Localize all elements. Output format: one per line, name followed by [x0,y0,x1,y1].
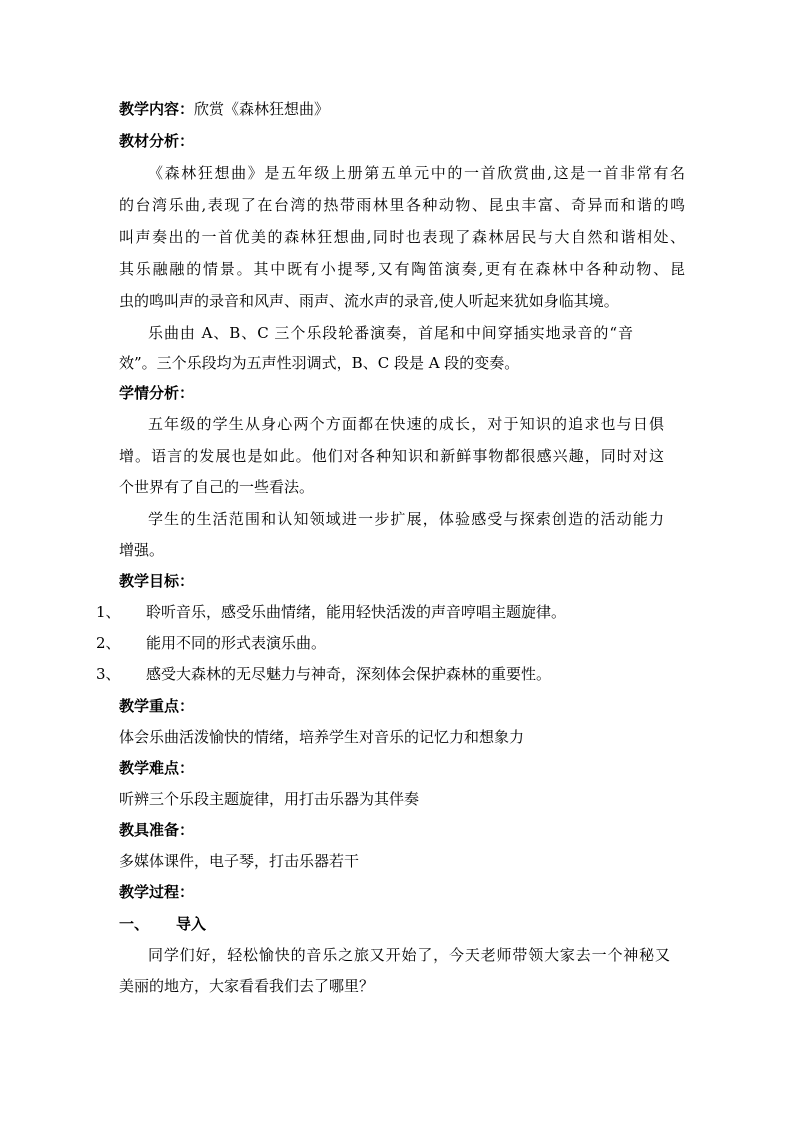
material-paragraph-line: 的台湾乐曲,表现了在台湾的热带雨林里各种动物、昆虫丰富、奇异而和谐的鸣 [119,196,685,214]
process-heading: 教学过程： [119,883,195,901]
student-paragraph-line: 增。语言的发展也是如此。他们对各种知识和新鲜事物都很感兴趣，同时对这 [119,447,664,465]
goal-number: 1、 [96,603,121,621]
goal-number: 3、 [96,665,121,683]
difficulties-text: 听辨三个乐段主题旋律，用打击乐器为其伴奏 [119,790,420,808]
tools-heading: 教具准备： [119,821,195,839]
goal-number: 2、 [96,634,121,652]
material-paragraph-line: 虫的鸣叫声的录音和风声、雨声、流水声的录音,使人听起来犹如身临其境。 [119,292,619,310]
student-paragraph-line: 个世界有了自己的一些看法。 [119,478,315,496]
material-paragraph-line: 效”。三个乐段均为五声性羽调式，B、C 段是 A 段的变奏。 [119,354,520,372]
student-analysis-heading: 学情分析： [119,384,195,402]
student-paragraph-line: 五年级的学生从身心两个方面都在快速的成长，对于知识的追求也与日俱 [148,415,664,433]
teaching-content-line [119,99,329,119]
difficulties-heading: 教学难点： [119,759,195,777]
material-paragraph-line: 乐曲由 A、B、C 三个乐段轮番演奏，首尾和中间穿插实地录音的“音 [148,324,633,342]
material-paragraph-line: 其乐融融的情景。其中既有小提琴,又有陶笛演奏,更有在森林中各种动物、昆 [119,260,685,278]
key-points-text: 体会乐曲活泼愉快的情绪，培养学生对音乐的记忆力和想象力 [119,728,525,746]
student-paragraph-line: 学生的生活范围和认知领域进一步扩展，体验感受与探索创造的活动能力 [148,510,664,528]
teaching-goals-heading: 教学目标： [119,572,195,590]
goal-text: 聆听音乐，感受乐曲情绪，能用轻快活泼的声音哼唱主题旋律。 [146,603,567,621]
process-paragraph-line: 美丽的地方，大家看看我们去了哪里？ [119,977,375,995]
lesson-title: 欣赏《森林狂想曲》 [194,100,330,118]
process-paragraph-line: 同学们好，轻松愉快的音乐之旅又开始了，今天老师带领大家去一个神秘又 [148,946,670,964]
tools-text: 多媒体课件，电子琴，打击乐器若干 [119,852,360,870]
goal-text: 感受大森林的无尽魅力与神奇，深刻体会保护森林的重要性。 [146,665,552,683]
step-title: 导入 [176,915,207,933]
step-number: 一、 [119,915,150,933]
goal-text: 能用不同的形式表演乐曲。 [146,634,327,652]
teaching-content-label: 教学内容： [119,100,195,118]
material-analysis-heading: 教材分析： [119,132,195,150]
key-points-heading: 教学重点： [119,697,195,715]
material-paragraph-line: 叫声奏出的一首优美的森林狂想曲,同时也表现了森林居民与大自然和谐相处、 [119,228,685,246]
material-paragraph-line: 《森林狂想曲》是五年级上册第五单元中的一首欣赏曲,这是一首非常有名 [148,164,685,182]
student-paragraph-line: 增强。 [119,541,165,559]
